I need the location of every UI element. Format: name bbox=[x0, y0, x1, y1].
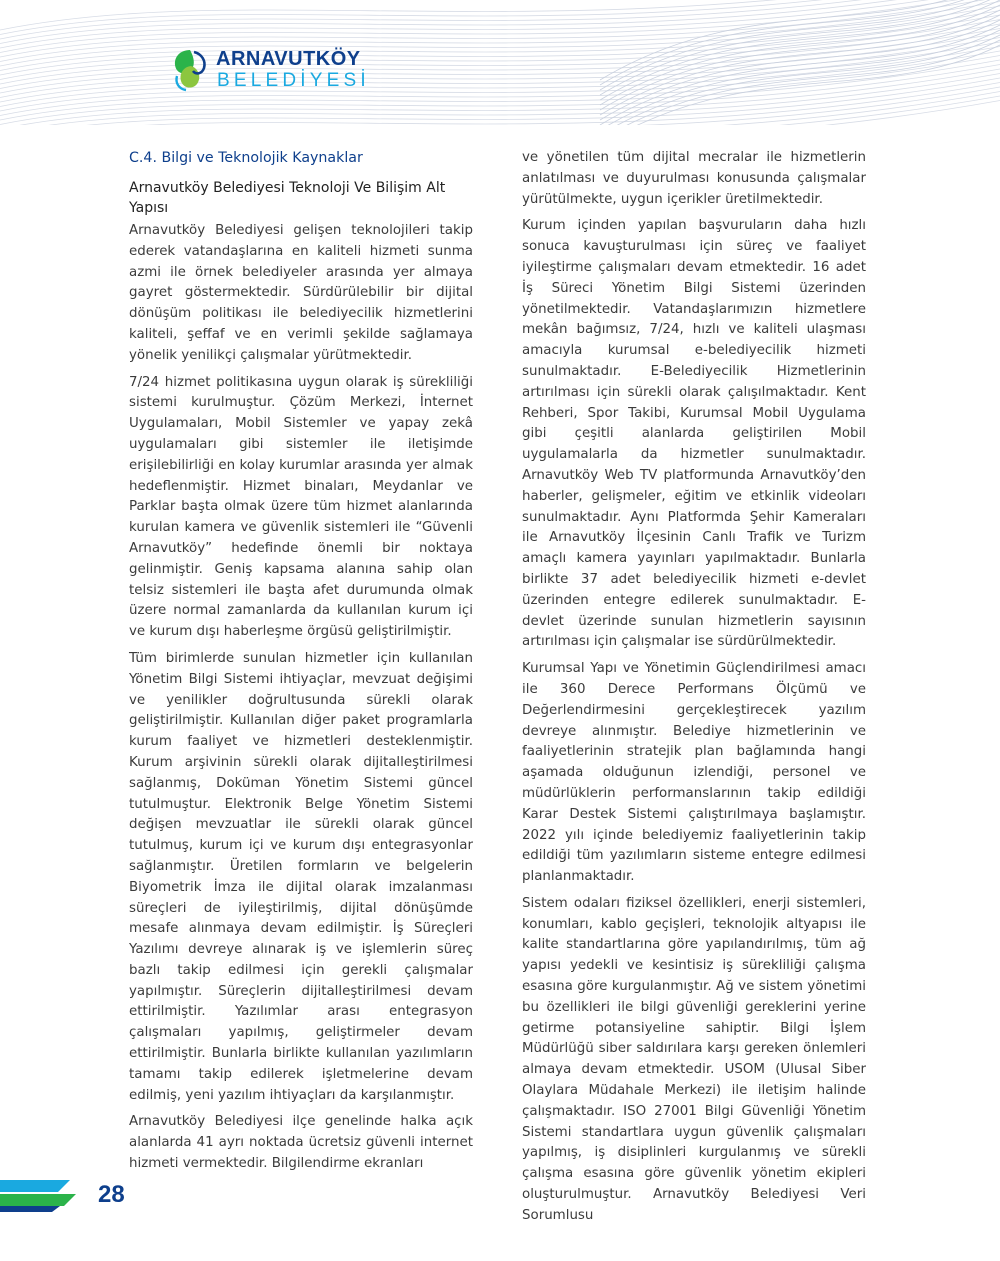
page-header bbox=[0, 0, 1000, 125]
logo-emblem-icon bbox=[170, 46, 210, 92]
header-wave-line bbox=[0, 29, 1000, 89]
header-wave-line bbox=[0, 33, 1000, 93]
paragraph: Arnavutköy Belediyesi gelişen teknolojileri takip ederek vatandaşlarına en kaliteli hizmeti sunma azmi ile örnek belediyeler arasında yer almaya gayret göstermektedir. Sürdürülebilir bir dijital dönüşüm politikası ile belediyecilik hizmetlerini kaliteli, şeffaf ve en verimli şekilde sağlamaya yönelik yenilikçi çalışmalar yürütmektedir. bbox=[129, 223, 473, 363]
header-wave-line bbox=[0, 60, 1000, 120]
logo-text-arnavutkoy: ARNAVUTKÖY bbox=[216, 48, 361, 70]
paragraph: 7/24 hizmet politikasına uygun olarak iş sürekliliği sistemi kurulmuştur. Çözüm Merkezi, İnternet Uygulamaları, Mobil Sistemler ve yapay zekâ uygulamaları gibi sistemler ile iletişimde erişilebilirliği en kolay kurumlar arasında yer almak hedeflenmiştir. Hizmet binaları, Meydanlar ve Parklar başta olmak üzere tüm hizmet alanlarında kurulan kamera ve güvenlik sistemleri ile “Güvenli Arnavutköy” hedefinde önemli bir noktaya gelinmiştir. Geniş kapsama alanına sahip olan telsiz sistemleri ile başta afet durumunda olmak üzere normal zamanlarda da kullanılan kurum içi ve kurum dışı haberleşme örgüsü geliştirilmiştir. bbox=[129, 374, 473, 640]
paragraph: Kurumsal Yapı ve Yönetimin Güçlendirilmesi amacı ile 360 Derece Performans Ölçümü ve Değerlendirmesini gerçekleştirecek yazılım devreye alınmıştır. Belediye hizmetlerinin ve faaliyetlerinin stratejik plan bağlamında hangi aşamada olduğunun izlendiği, personel ve müdürlüklerin performanslarının takip edildiği Karar Destek Sistemi çalıştırılmaya başlamıştır. 2022 yılı içinde belediyemiz faaliyetlerinin takip edildiği tüm yazılımların sisteme entegre edilmesi planlanmaktadır. bbox=[522, 661, 866, 885]
left-column bbox=[129, 148, 473, 1181]
sub-title: Arnavutköy Belediyesi Teknoloji Ve Bilişim Alt Yapısı bbox=[129, 180, 446, 216]
page-number: 28 bbox=[98, 1181, 125, 1208]
paragraph: Sistem odaları fiziksel özellikleri, enerji sistemleri, konumları, kablo geçişleri, teknolojik altyapısı ile kalite standartlarına göre yapılandırılmış, tüm ağ yapısı yedekli ve kesintisiz iş sürekliliği çalışma esasına göre kurgulanmıştır. Ağ ve sistem yönetimi bu özellikleri ile bilgi güvenliği gereklerini yerine getirme potansiyeline sahiptir. Bilgi İşlem Müdürlüğü siber saldırılara karşı gereken önlemleri almaya devam etmektedir. USOM (Ulusal Siber Olaylara Müdahale Merkezi) ile iletişim halinde çalışmaktadır. ISO 27001 Bilgi Güvenliği Yönetim Sistemi standartlara uygun güvenlik çalışmaları yapılmış, iş disiplinleri kurgulanmış ve sürekli çalışma esasına göre güvenlik yönetim ekipleri oluşturulmuştur. Arnavutköy Belediyesi Veri Sorumlusu bbox=[522, 895, 866, 1223]
header-wave-line bbox=[0, 92, 1000, 126]
header-wave-line bbox=[0, 56, 1000, 116]
logo-text-belediyesi: BELEDİYESİ bbox=[217, 70, 370, 91]
right-column bbox=[522, 148, 866, 1233]
paragraph: Kurum içinden yapılan başvuruların daha hızlı sonuca kavuşturulması için süreç ve faaliyet iyileştirme çalışmaları devam etmektedir. 16 adet İş Süreci Yönetim Bilgi Sistemi üzerinden yönetilmektedir. Vatandaşlarımızın hizmetlere mekân bağımsız, 7/24, hızlı ve kaliteli ulaşması amacıyla kurumsal e-belediyecilik hizmeti sunulmaktadır. E-Belediyecilik Hizmetlerinin artırılması için sürekli olarak çalışılmaktadır. Kent Rehberi, Spor Takibi, Kurumsal Mobil Uygulama gibi çeşitli alanlarda geliştirilen Mobil uygulamalarla da hizmetler sunulmaktadır. Arnavutköy Web TV platformunda Arnavutköy’den haberler, gelişmeler, eğitim ve etkinlik videoları sunulmaktadır. Aynı Platformda Şehir Kameraları ile Arnavutköy İlçesinin Canlı Trafik ve Turizm amaçlı kamera yayınları yapılmaktadır. Bunlarla birlikte 37 adet belediyecilik hizmeti e-devlet üzerinden entegre edilerek sunulmaktadır. E-devlet üzerinde sunulan hizmetlerin sayısının artırılması için çalışmalar ise sürdürülmektedir. bbox=[522, 218, 866, 650]
header-wave-line bbox=[0, 42, 1000, 102]
header-wave-line bbox=[0, 0, 1000, 48]
header-wave-pattern bbox=[0, 0, 1000, 125]
header-wave-line bbox=[0, 38, 1000, 98]
paragraph: Tüm birimlerde sunulan hizmetler için kullanılan Yönetim Bilgi Sistemi ihtiyaçlar, mevzuat değişimi ve yenilikler doğrultusunda sürekli olarak geliştirilmiştir. Kullanılan diğer paket programlarla kurum faaliyet ve hizmetleri desteklenmiştir. Kurum arşivinin sürekli olarak dijitalleştirilmesi sağlanmış, Doküman Yönetim Sistemi güncel tutulmuştur. Elektronik Belge Yönetim Sistemi değişen mevzuatlar ile sürekli olarak güncel tutulmuş, kurum içi ve kurum dışı entegrasyonlar sağlanmıştır. Üretilen formların ve belgelerin Biyometrik İmza ile dijital olarak imzalanması süreçleri de iyileştirilmiş, dijital dönüşümde mesafe alınmaya devam edilmiştir. İş Süreçleri Yazılımı devreye alınarak iş ve işlemlerin süreç bazlı takip edilmesi için gerekli çalışmalar yapılmıştır. Süreçlerin dijitalleştirilmesi devam ettirilmiştir. Yazılımlar arası entegrasyon çalışmaları yapılmış, geliştirmeler devam ettirilmiştir. Bunlarla birlikte kullanılan yazılımların tamamı takip edilerek işletmelerine devam edilmiş, yeni yazılım ihtiyaçları da karşılanmıştır. bbox=[129, 650, 473, 1103]
paragraph: Arnavutköy Belediyesi ilçe genelinde halka açık alanlarda 41 ayrı noktada ücretsiz güvenli internet hizmeti vermektedir. Bilgilendirme ekranları bbox=[129, 1114, 473, 1172]
paragraph: ve yönetilen tüm dijital mecralar ile hizmetlerin anlatılması ve duyurulması konusunda çalışmalar yürütülmekte, uygun içerikler üretilmektedir. bbox=[522, 150, 866, 207]
section-title: C.4. Bilgi ve Teknolojik Kaynaklar bbox=[129, 150, 363, 166]
header-wave-line bbox=[0, 74, 1000, 126]
arnavutkoy-logo bbox=[170, 46, 410, 96]
header-wave-line bbox=[0, 2, 1000, 62]
header-wave-line bbox=[0, 65, 1000, 125]
